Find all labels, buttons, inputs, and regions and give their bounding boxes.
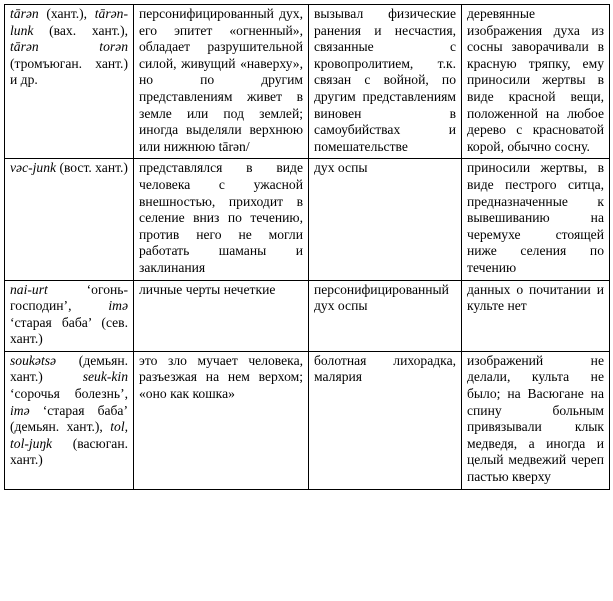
spirit-cult-cell: данных о почитании и культе нет	[462, 280, 610, 351]
dialect-note: (васюган. хант.)	[10, 435, 128, 468]
dialect-note: ‘старая баба’ (демьян. хант.),	[10, 402, 128, 435]
spirit-effect-cell: болотная лихорадка, малярия	[309, 351, 462, 489]
term-name: soukǝtsǝ	[10, 352, 57, 368]
spirit-cult-cell: изображений не делали, культа не было; на Васюгане на спину больным привязывали клык медведя, а иногда и целый медвежий череп пастью кверху	[462, 351, 610, 489]
dialect-note: (демьян. хант.)	[10, 352, 128, 385]
table-row	[5, 280, 610, 351]
table-row	[5, 5, 610, 159]
spirit-description-cell: представлялся в виде человека с ужасной внешностью, приходит в селение вниз по течению, против него не могли работать шаманы и заклинания	[134, 159, 309, 280]
spirits-table	[4, 4, 610, 490]
spirit-description-cell: персонифицированный дух, его эпитет «огненный», обладает разрушительной силой, живущий «наверху», но по другим представлениям живет в земле или под землей; иногда выделяли верхнюю или нижнюю tārən/	[134, 5, 309, 159]
spirit-cult-cell: деревянные изображения духа из сосны заворачивали в красную тряпку, ему приносили жертвы в виде красной вещи, положенной на любое дерево с красноватой корой, обычно сосну.	[462, 5, 610, 159]
term-name: imə	[108, 298, 128, 314]
spirit-name-cell	[5, 351, 134, 489]
spirit-effect-cell: дух оспы	[309, 159, 462, 280]
dialect-note: (хант.),	[38, 6, 95, 21]
spirit-cult-cell: приносили жертвы, в виде пестрого ситца, предназначенные к вывешиванию на черемухе стоящей ниже селения по течению	[462, 159, 610, 280]
spirit-description-cell: это зло мучает человека, разъезжая на нем верхом; «оно как кошка»	[134, 351, 309, 489]
term-name: nai-urt	[10, 281, 48, 297]
dialect-note: ‘огонь-господин’,	[10, 281, 128, 314]
spirit-name-cell	[5, 159, 134, 280]
table-row	[5, 351, 610, 489]
spirit-name-cell	[5, 280, 134, 351]
spirit-name-cell	[5, 5, 134, 159]
table-row	[5, 159, 610, 280]
dialect-note: ‘сорочья болезнь’,	[10, 386, 128, 402]
term-name: vəc-junk	[10, 160, 57, 176]
term-name: seuk-kin	[82, 369, 128, 385]
term-name: tārən-lunk	[10, 6, 128, 38]
spirit-effect-cell: вызывал физические ранения и несчастия, связанные с кровопролитием, т.к. связан с войной, по другим представлениям виновен в самоубийствах и помешательстве	[309, 5, 462, 159]
dialect-note: ‘старая баба’ (сев. хант.)	[10, 314, 128, 347]
term-name: tārən	[10, 6, 39, 21]
dialect-note: (тромъюган. хант.) и др.	[10, 55, 128, 88]
spirit-description-cell: личные черты нечеткие	[134, 280, 309, 351]
dialect-note: (вост. хант.)	[56, 160, 128, 176]
term-name: imə	[10, 402, 30, 418]
dialect-note: (вах. хант.),	[33, 22, 128, 38]
term-name: tārən torən	[10, 39, 128, 55]
term-name: tol, tol-juŋk	[10, 419, 128, 451]
spirit-effect-cell: персонифицированный дух оспы	[309, 280, 462, 351]
